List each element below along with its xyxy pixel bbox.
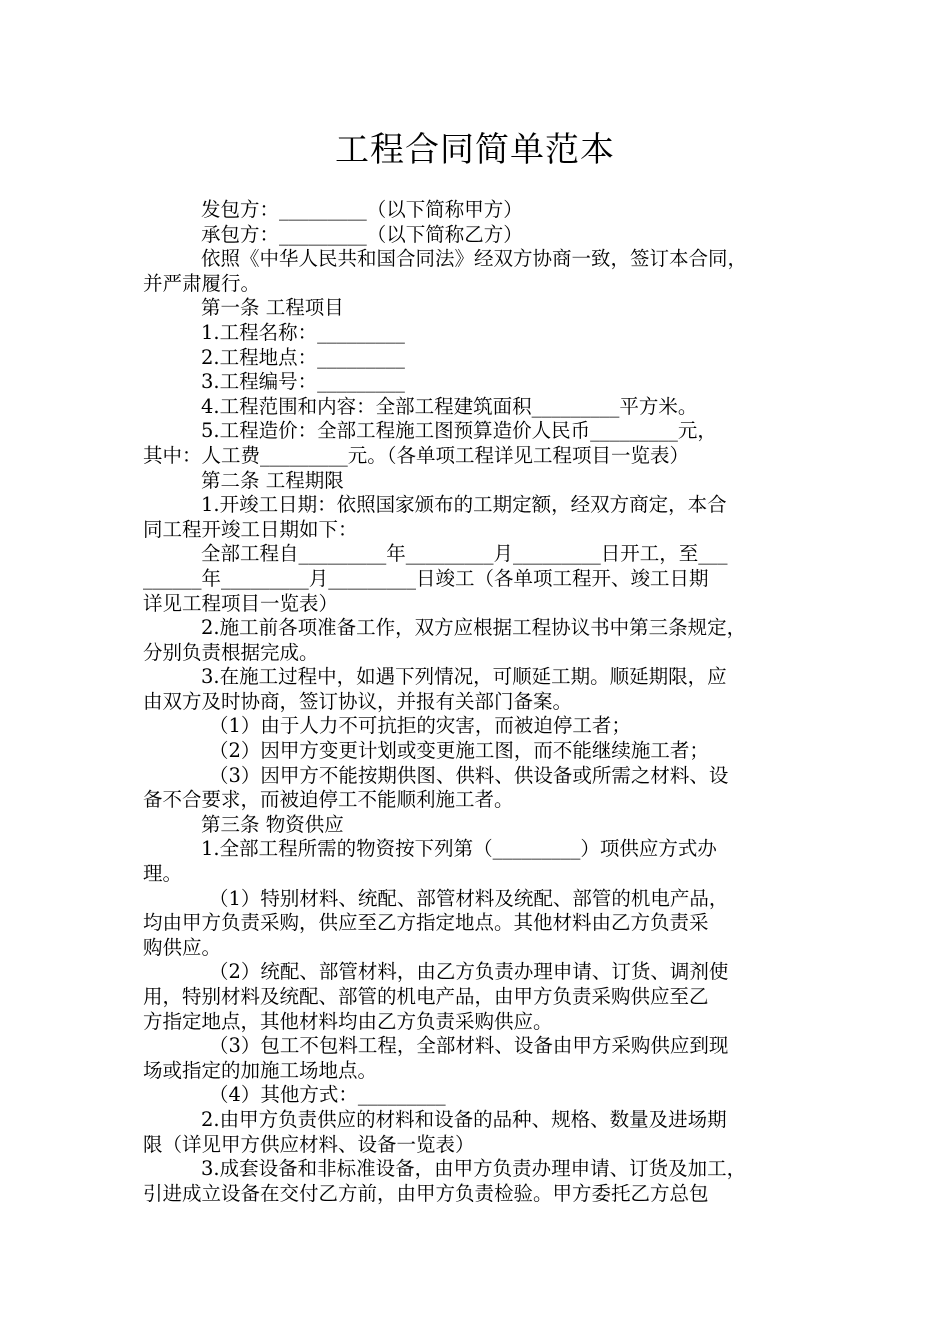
text-line: 同工程开竣工日期如下： (143, 517, 358, 541)
text-line: 购供应。 (143, 935, 222, 959)
document-title: 工程合同简单范本 (335, 130, 615, 170)
text-line: 限（详见甲方供应材料、设备一览表） (143, 1132, 475, 1156)
text-line: ______年_________月_________日竣工（各单项工程开、竣工日期 (143, 566, 709, 590)
text-line: 并严肃履行。 (143, 271, 261, 295)
text-line: 3.成套设备和非标准设备，由甲方负责办理申请、订货及加工， (201, 1157, 747, 1181)
text-line: 2.由甲方负责供应的材料和设备的品种、规格、数量及进场期 (201, 1107, 727, 1131)
text-line: 场或指定的加施工场地点。 (143, 1058, 378, 1082)
text-line: 均由甲方负责采购，供应至乙方指定地点。其他材料由乙方负责采 (143, 911, 709, 935)
text-line: 详见工程项目一览表） (143, 591, 339, 615)
text-line: 1.开竣工日期：依照国家颁布的工期定额，经双方商定，本合 (201, 493, 727, 517)
text-line: （1）由于人力不可抗拒的灾害，而被迫停工者； (209, 714, 631, 738)
text-line: 第三条 物资供应 (201, 812, 344, 836)
text-line: 其中：人工费_________元。（各单项工程详见工程项目一览表） (143, 443, 690, 467)
text-line: （2）统配、部管材料，由乙方负责办理申请、订货、调剂使 (209, 960, 729, 984)
text-line: 承包方：_________（以下简称乙方） (201, 222, 523, 246)
text-line: 由双方及时协商，签订协议，并报有关部门备案。 (143, 689, 573, 713)
text-line: 方指定地点，其他材料均由乙方负责采购供应。 (143, 1009, 553, 1033)
text-line: 发包方：_________（以下简称甲方） (201, 198, 523, 221)
text-line: 2.工程地点：_________ (201, 345, 405, 369)
text-line: （1）特别材料、统配、部管材料及统配、部管的机电产品， (209, 886, 729, 910)
text-line: 2.施工前各项准备工作，双方应根据工程协议书中第三条规定， (201, 616, 747, 640)
text-line: （3）包工不包料工程，全部材料、设备由甲方采购供应到现 (209, 1034, 729, 1058)
text-line: 3.在施工过程中，如遇下列情况，可顺延工期。顺延期限，应 (201, 665, 727, 689)
text-line: （2）因甲方变更计划或变更施工图，而不能继续施工者； (209, 739, 709, 763)
document-body (143, 198, 813, 1206)
text-line: 备不合要求，而被迫停工不能顺利施工者。 (143, 788, 514, 812)
text-line: 引进成立设备在交付乙方前，由甲方负责检验。甲方委托乙方总包 (143, 1181, 709, 1205)
text-line: （4）其他方式：_________ (209, 1083, 446, 1107)
text-line: 5.工程造价：全部工程施工图预算造价人民币_________元， (201, 419, 717, 443)
text-line: 用，特别材料及统配、部管的机电产品，由甲方负责采购供应至乙 (143, 985, 709, 1008)
text-line: 1.全部工程所需的物资按下列第（_________）项供应方式办 (201, 837, 717, 861)
text-line: 分别负责根据完成。 (143, 640, 319, 664)
text-line: 1.工程名称：_________ (201, 320, 405, 344)
text-line: 依照《中华人民共和国合同法》经双方协商一致，签订本合同， (201, 247, 748, 271)
text-line: 全部工程自_________年_________月_________日开工，至___ (201, 542, 728, 566)
text-line: 理。 (143, 862, 183, 886)
text-line: 第二条 工程期限 (201, 468, 344, 492)
text-line: 4.工程范围和内容：全部工程建筑面积_________平方米。 (201, 394, 698, 418)
text-line: 3.工程编号：_________ (201, 370, 405, 394)
text-line: 第一条 工程项目 (201, 296, 344, 320)
text-line: （3）因甲方不能按期供图、供料、供设备或所需之材料、设 (209, 763, 729, 787)
